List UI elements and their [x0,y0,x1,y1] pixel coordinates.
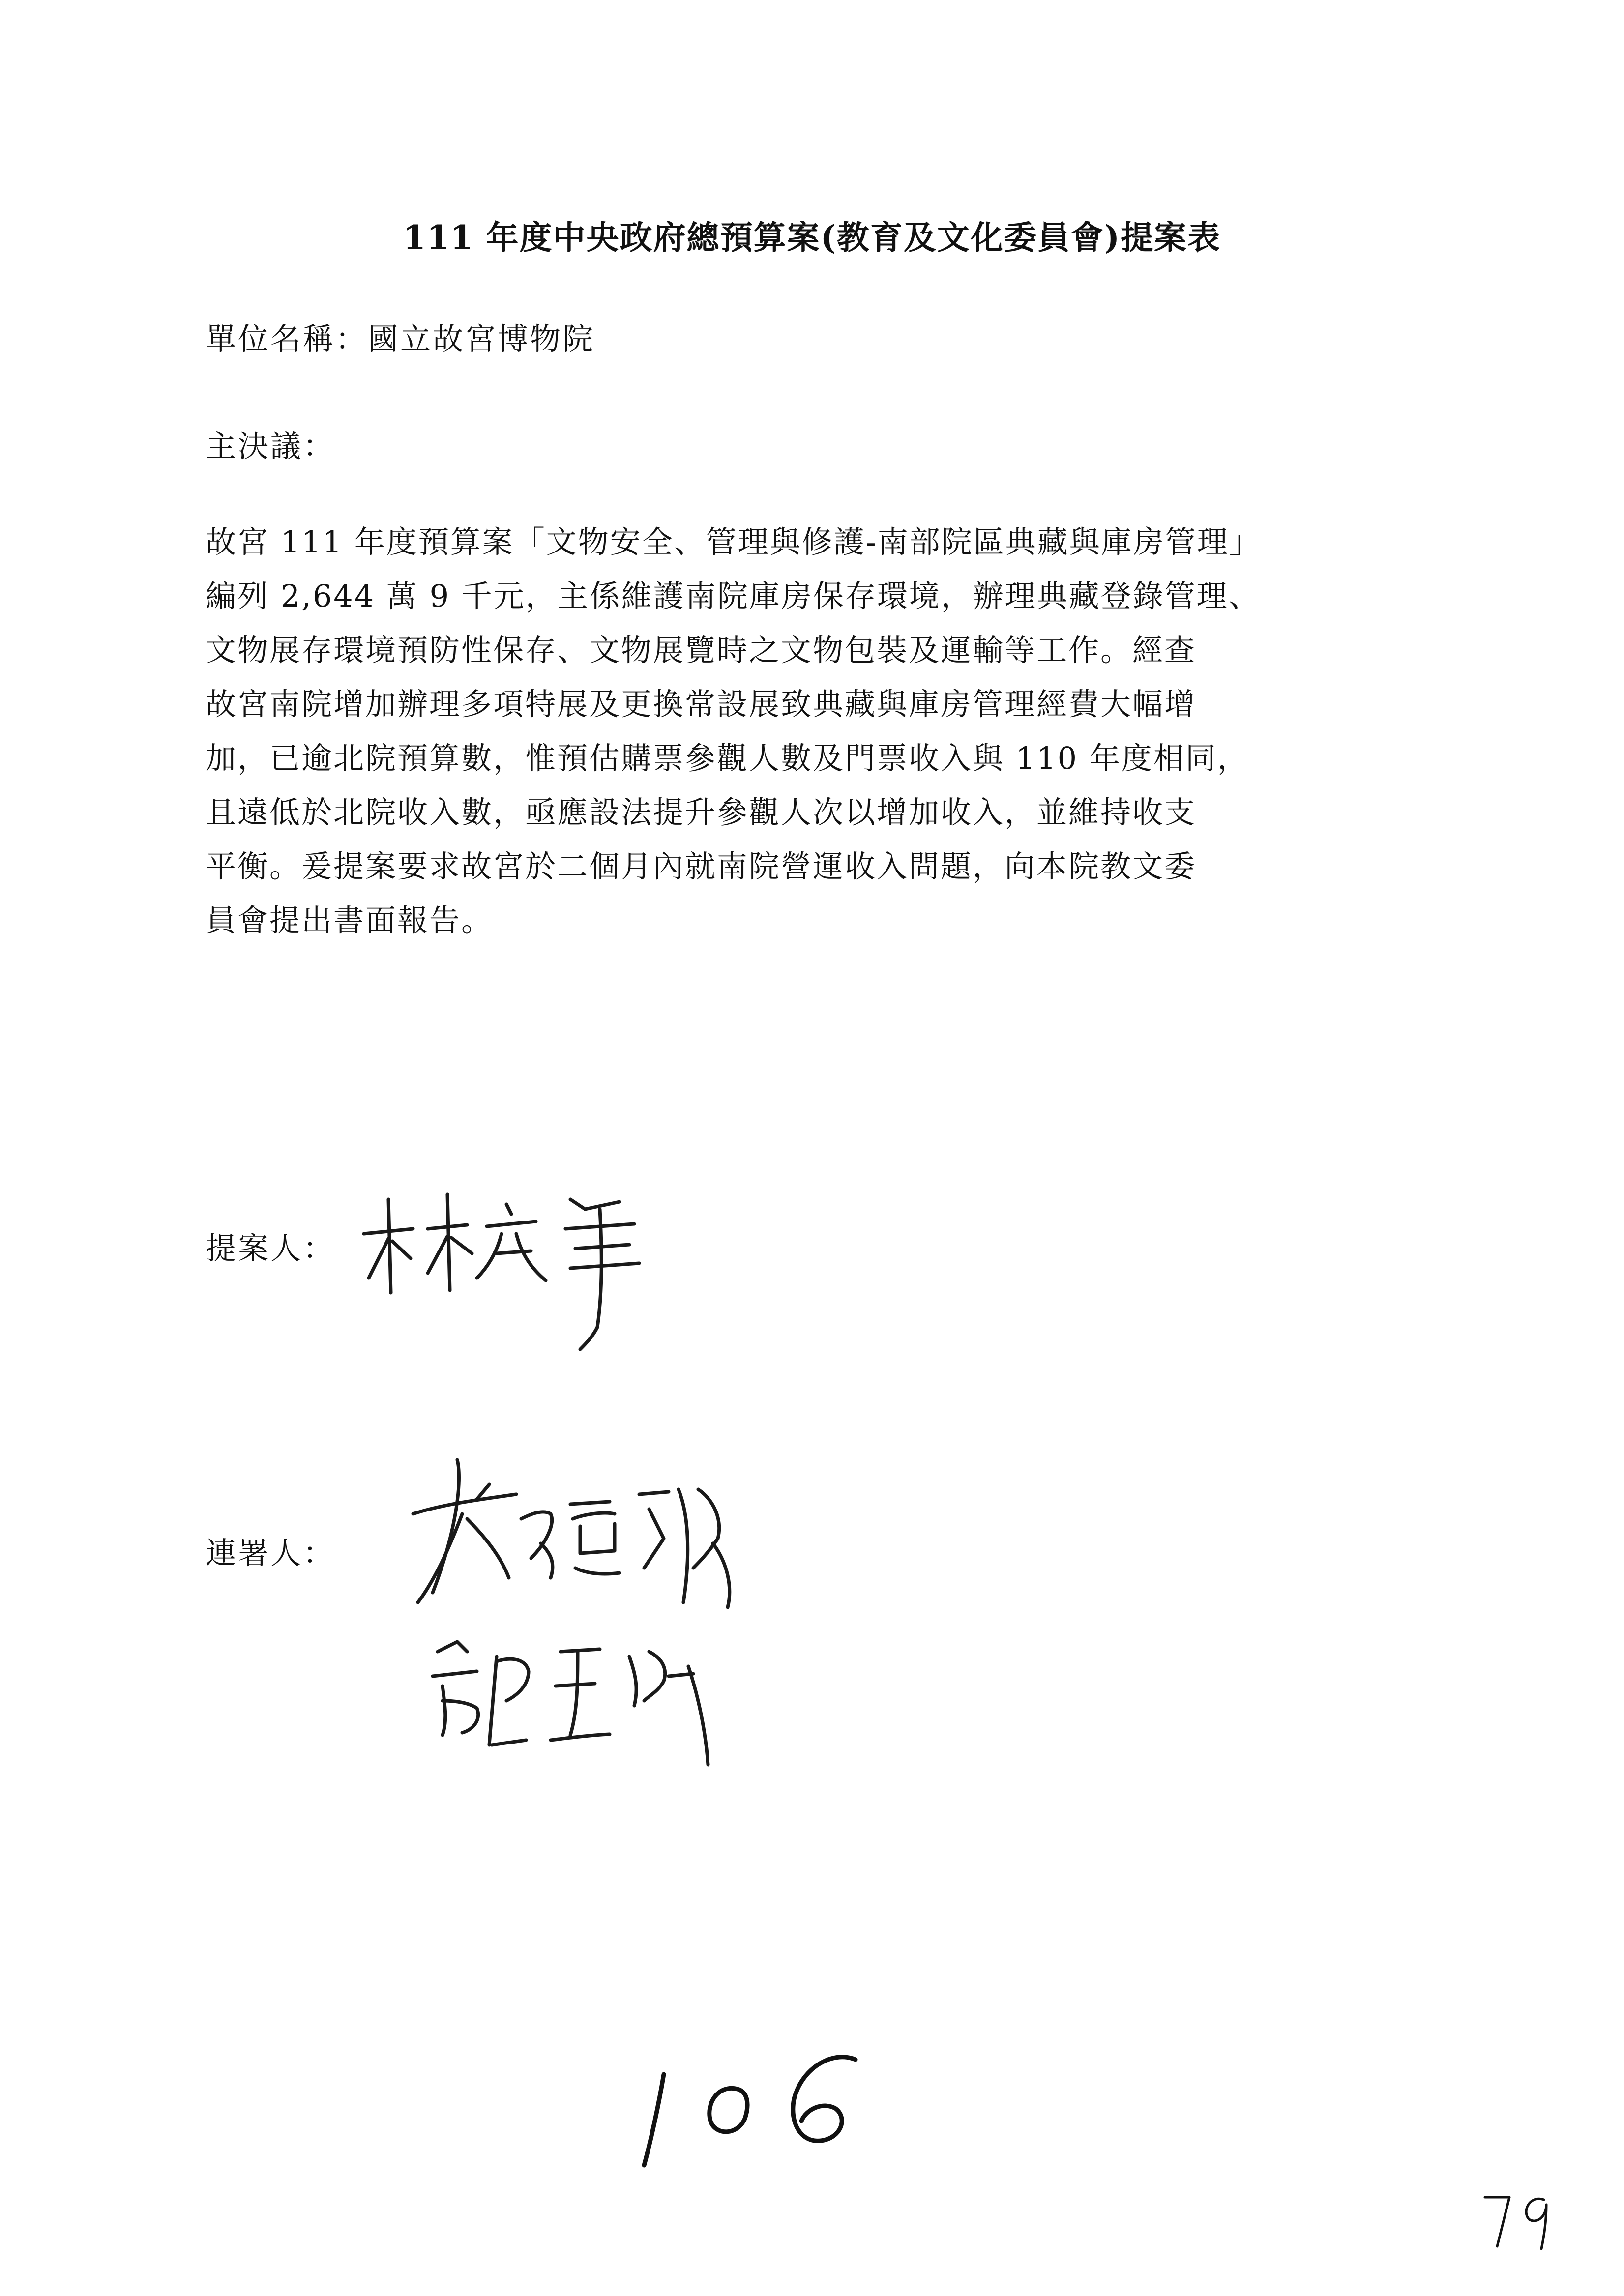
body-line: 編列 2,644 萬 9 千元，主係維護南院庫房保存環境，辦理典藏登錄管理、 [206,578,1261,614]
handwritten-corner-number [1475,2182,1564,2256]
body-line: 故宮 111 年度預算案「文物安全、管理與修護-南部院區典藏與庫房管理」 [206,524,1261,560]
resolution-heading: 主決議： [206,428,336,464]
proposer-label: 提案人： [206,1230,336,1266]
cosigner-signature-1 [403,1440,757,1627]
body-line: 且遠低於北院收入數，亟應設法提升參觀人次以增加收入，並維持收支 [206,794,1197,830]
resolution-body [206,515,1425,948]
cosigner-signature-2 [423,1622,738,1779]
cosigner-label: 連署人： [206,1535,336,1571]
body-line: 加，已逾北院預算數，惟預估購票參觀人數及門票收入與 110 年度相同， [206,740,1249,776]
body-line: 文物展存環境預防性保存、文物展覽時之文物包裝及運輸等工作。經查 [206,632,1197,668]
document-title: 111 年度中央政府總預算案(教育及文化委員會)提案表 [403,218,1221,257]
body-line: 員會提出書面報告。 [206,902,494,938]
body-line: 故宮南院增加辦理多項特展及更換常設展致典藏與庫房管理經費大幅增 [206,686,1197,722]
unit-name-line: 單位名稱：國立故宮博物院 [206,321,595,357]
handwritten-page-number [624,2030,880,2178]
proposer-signature [354,1180,659,1357]
body-line: 平衡。爰提案要求故宮於二個月內就南院營運收入問題，向本院教文委 [206,848,1197,884]
